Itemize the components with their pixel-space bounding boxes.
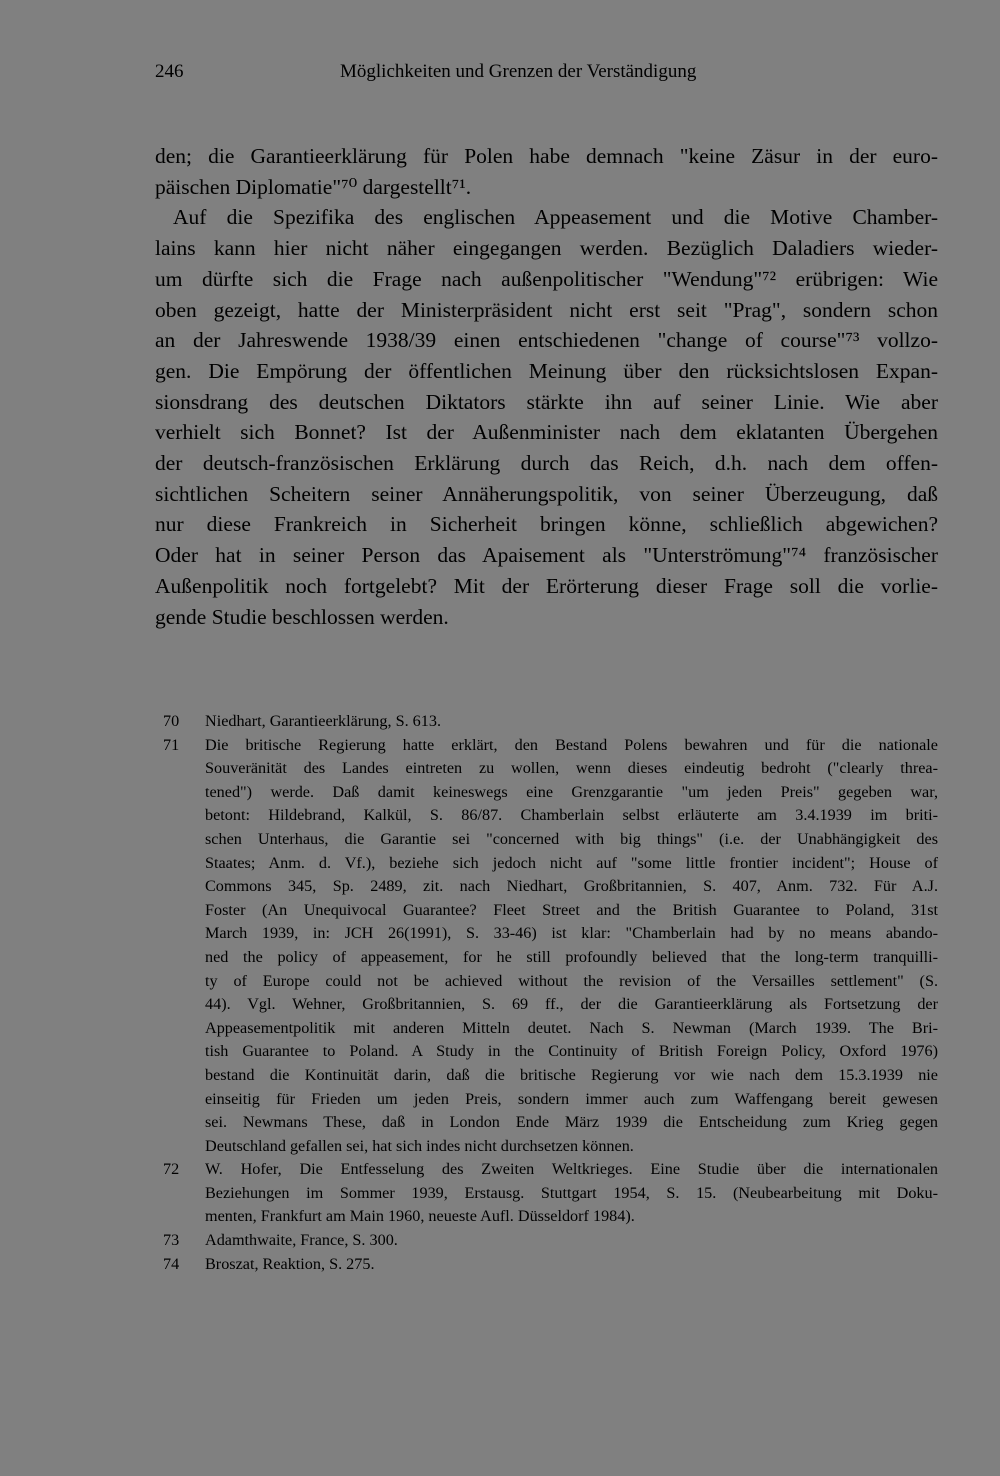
footnote-line: ned the policy of appeasement, for he still profoundly believed that the long-term tranquilli- xyxy=(205,947,938,966)
footnote-line: tish Guarantee to Poland. A Study in the Continuity of British Foreign Policy, Oxford 1976) xyxy=(205,1042,938,1061)
main-text xyxy=(155,141,938,632)
text-line: um dürfte sich die Frage nach außenpolitischer "Wendung"⁷² erübrigen: Wie xyxy=(155,266,938,291)
footnote-number: 74 xyxy=(163,1254,180,1273)
text-line: Außenpolitik noch fortgelebt? Mit der Erörterung dieser Frage soll die vorlie- xyxy=(155,573,938,598)
footnote-line: Staates; Anm. d. Vf.), beziehe sich jedoch nicht auf "some little frontier incident"; House of xyxy=(205,853,938,872)
footnote-72 xyxy=(163,1158,938,1229)
text-line: Auf die Spezifika des englischen Appeasement und die Motive Chamber- xyxy=(173,205,938,230)
footnote-line: Broszat, Reaktion, S. 275. xyxy=(205,1254,375,1273)
text-line: verhielt sich Bonnet? Ist der Außenminister nach dem eklatanten Übergehen xyxy=(155,420,938,445)
footnote-line: Appeasementpolitik mit anderen Mitteln deutet. Nach S. Newman (March 1939. The Bri- xyxy=(205,1018,938,1037)
footnote-line: Commons 345, Sp. 2489, zit. nach Niedhart, Großbritannien, S. 407, Anm. 732. Für A.J. xyxy=(205,877,938,896)
running-title: Möglichkeiten und Grenzen der Verständigung xyxy=(340,61,697,82)
footnote-line: Die britische Regierung hatte erklärt, den Bestand Polens bewahren und für die nationale xyxy=(205,735,938,754)
text-line: an der Jahreswende 1938/39 einen entschiedenen "change of course"⁷³ vollzo- xyxy=(155,328,938,353)
text-line: oben gezeigt, hatte der Ministerpräsident nicht erst seit "Prag", sondern schon xyxy=(155,297,938,322)
footnote-line: betont: Hildebrand, Kalkül, S. 86/87. Chamberlain selbst erläuterte am 3.4.1939 im briti- xyxy=(205,806,938,825)
footnotes xyxy=(163,710,938,1276)
footnote-line: menten, Frankfurt am Main 1960, neueste Aufl. Düsseldorf 1984). xyxy=(205,1207,635,1226)
text-line: Oder hat in seiner Person das Apaisement als "Unterströmung"⁷⁴ französischer xyxy=(155,543,938,568)
footnote-line: Foster (An Unequivocal Guarantee? Fleet Street and the British Guarantee to Poland, 31st xyxy=(205,900,938,919)
text-line: gen. Die Empörung der öffentlichen Meinung über den rücksichtslosen Expan- xyxy=(155,358,938,383)
footnote-line: schen Unterhaus, die Garantie sei "concerned with big things" (i.e. der Unabhängigkeit des xyxy=(205,829,938,848)
footnote-line: sei. Newmans These, daß in London Ende März 1939 die Entscheidung zum Krieg gegen xyxy=(205,1113,938,1132)
text-line: päischen Diplomatie"⁷⁰ dargestellt⁷¹. xyxy=(155,174,472,199)
footnote-line: bestand die Kontinuität darin, daß die britische Regierung vor wie nach dem 15.3.1939 nie xyxy=(205,1065,938,1084)
footnote-number: 70 xyxy=(163,712,180,730)
text-line: der deutsch-französischen Erklärung durch das Reich, d.h. nach dem offen- xyxy=(155,451,938,476)
footnote-line: Adamthwaite, France, S. 300. xyxy=(205,1231,398,1250)
footnote-line: ty of Europe could not be achieved without the revision of the Versailles settlement" (S. xyxy=(205,971,938,990)
text-line: gende Studie beschlossen werden. xyxy=(155,604,449,629)
footnote-line: March 1939, in: JCH 26(1991), S. 33-46) ist klar: "Chamberlain had by no means abando- xyxy=(205,924,938,943)
footnote-line: Souveränität des Landes eintreten zu wollen, wenn dieses eindeutig bedroht ("clearly threa- xyxy=(205,759,938,778)
running-header xyxy=(155,58,935,86)
footnote-74 xyxy=(163,1253,938,1277)
footnote-line: 44). Vgl. Wehner, Großbritannien, S. 69 ff., der die Garantieerklärung als Fortsetzung der xyxy=(205,995,938,1014)
text-line: sichtlichen Scheitern seiner Annäherungspolitik, von seiner Überzeugung, daß xyxy=(155,481,938,506)
footnote-line: W. Hofer, Die Entfesselung des Zweiten Weltkrieges. Eine Studie über die internationalen xyxy=(205,1160,938,1179)
page-number: 246 xyxy=(155,61,184,82)
footnote-71 xyxy=(163,734,938,1159)
footnote-line: tened") werde. Daß damit keineswegs eine Grenzgarantie "um jeden Preis" gegeben war, xyxy=(205,782,938,801)
footnote-line: Deutschland gefallen sei, hat sich indes nicht durchsetzen können. xyxy=(205,1136,634,1155)
footnote-number: 73 xyxy=(163,1231,180,1250)
text-line: lains kann hier nicht näher eingegangen werden. Bezüglich Daladiers wieder- xyxy=(155,236,938,261)
footnote-number: 71 xyxy=(163,735,180,754)
footnote-line: Beziehungen im Sommer 1939, Erstausg. Stuttgart 1954, S. 15. (Neubearbeitung mit Doku- xyxy=(205,1183,938,1202)
footnote-line: einseitig für Frieden um jeden Preis, sondern immer auch zum Waffengang bereit gewesen xyxy=(205,1089,938,1108)
footnote-73 xyxy=(163,1229,938,1253)
text-line: nur diese Frankreich in Sicherheit bringen könne, schließlich abgewichen? xyxy=(155,512,938,537)
text-line: den; die Garantieerklärung für Polen habe demnach "keine Zäsur in der euro- xyxy=(155,144,938,168)
footnote-number: 72 xyxy=(163,1160,180,1179)
footnote-line: Niedhart, Garantieerklärung, S. 613. xyxy=(205,712,441,730)
footnote-70 xyxy=(163,710,938,734)
text-line: sionsdrang des deutschen Diktators stärkte ihn auf seiner Linie. Wie aber xyxy=(155,389,938,414)
